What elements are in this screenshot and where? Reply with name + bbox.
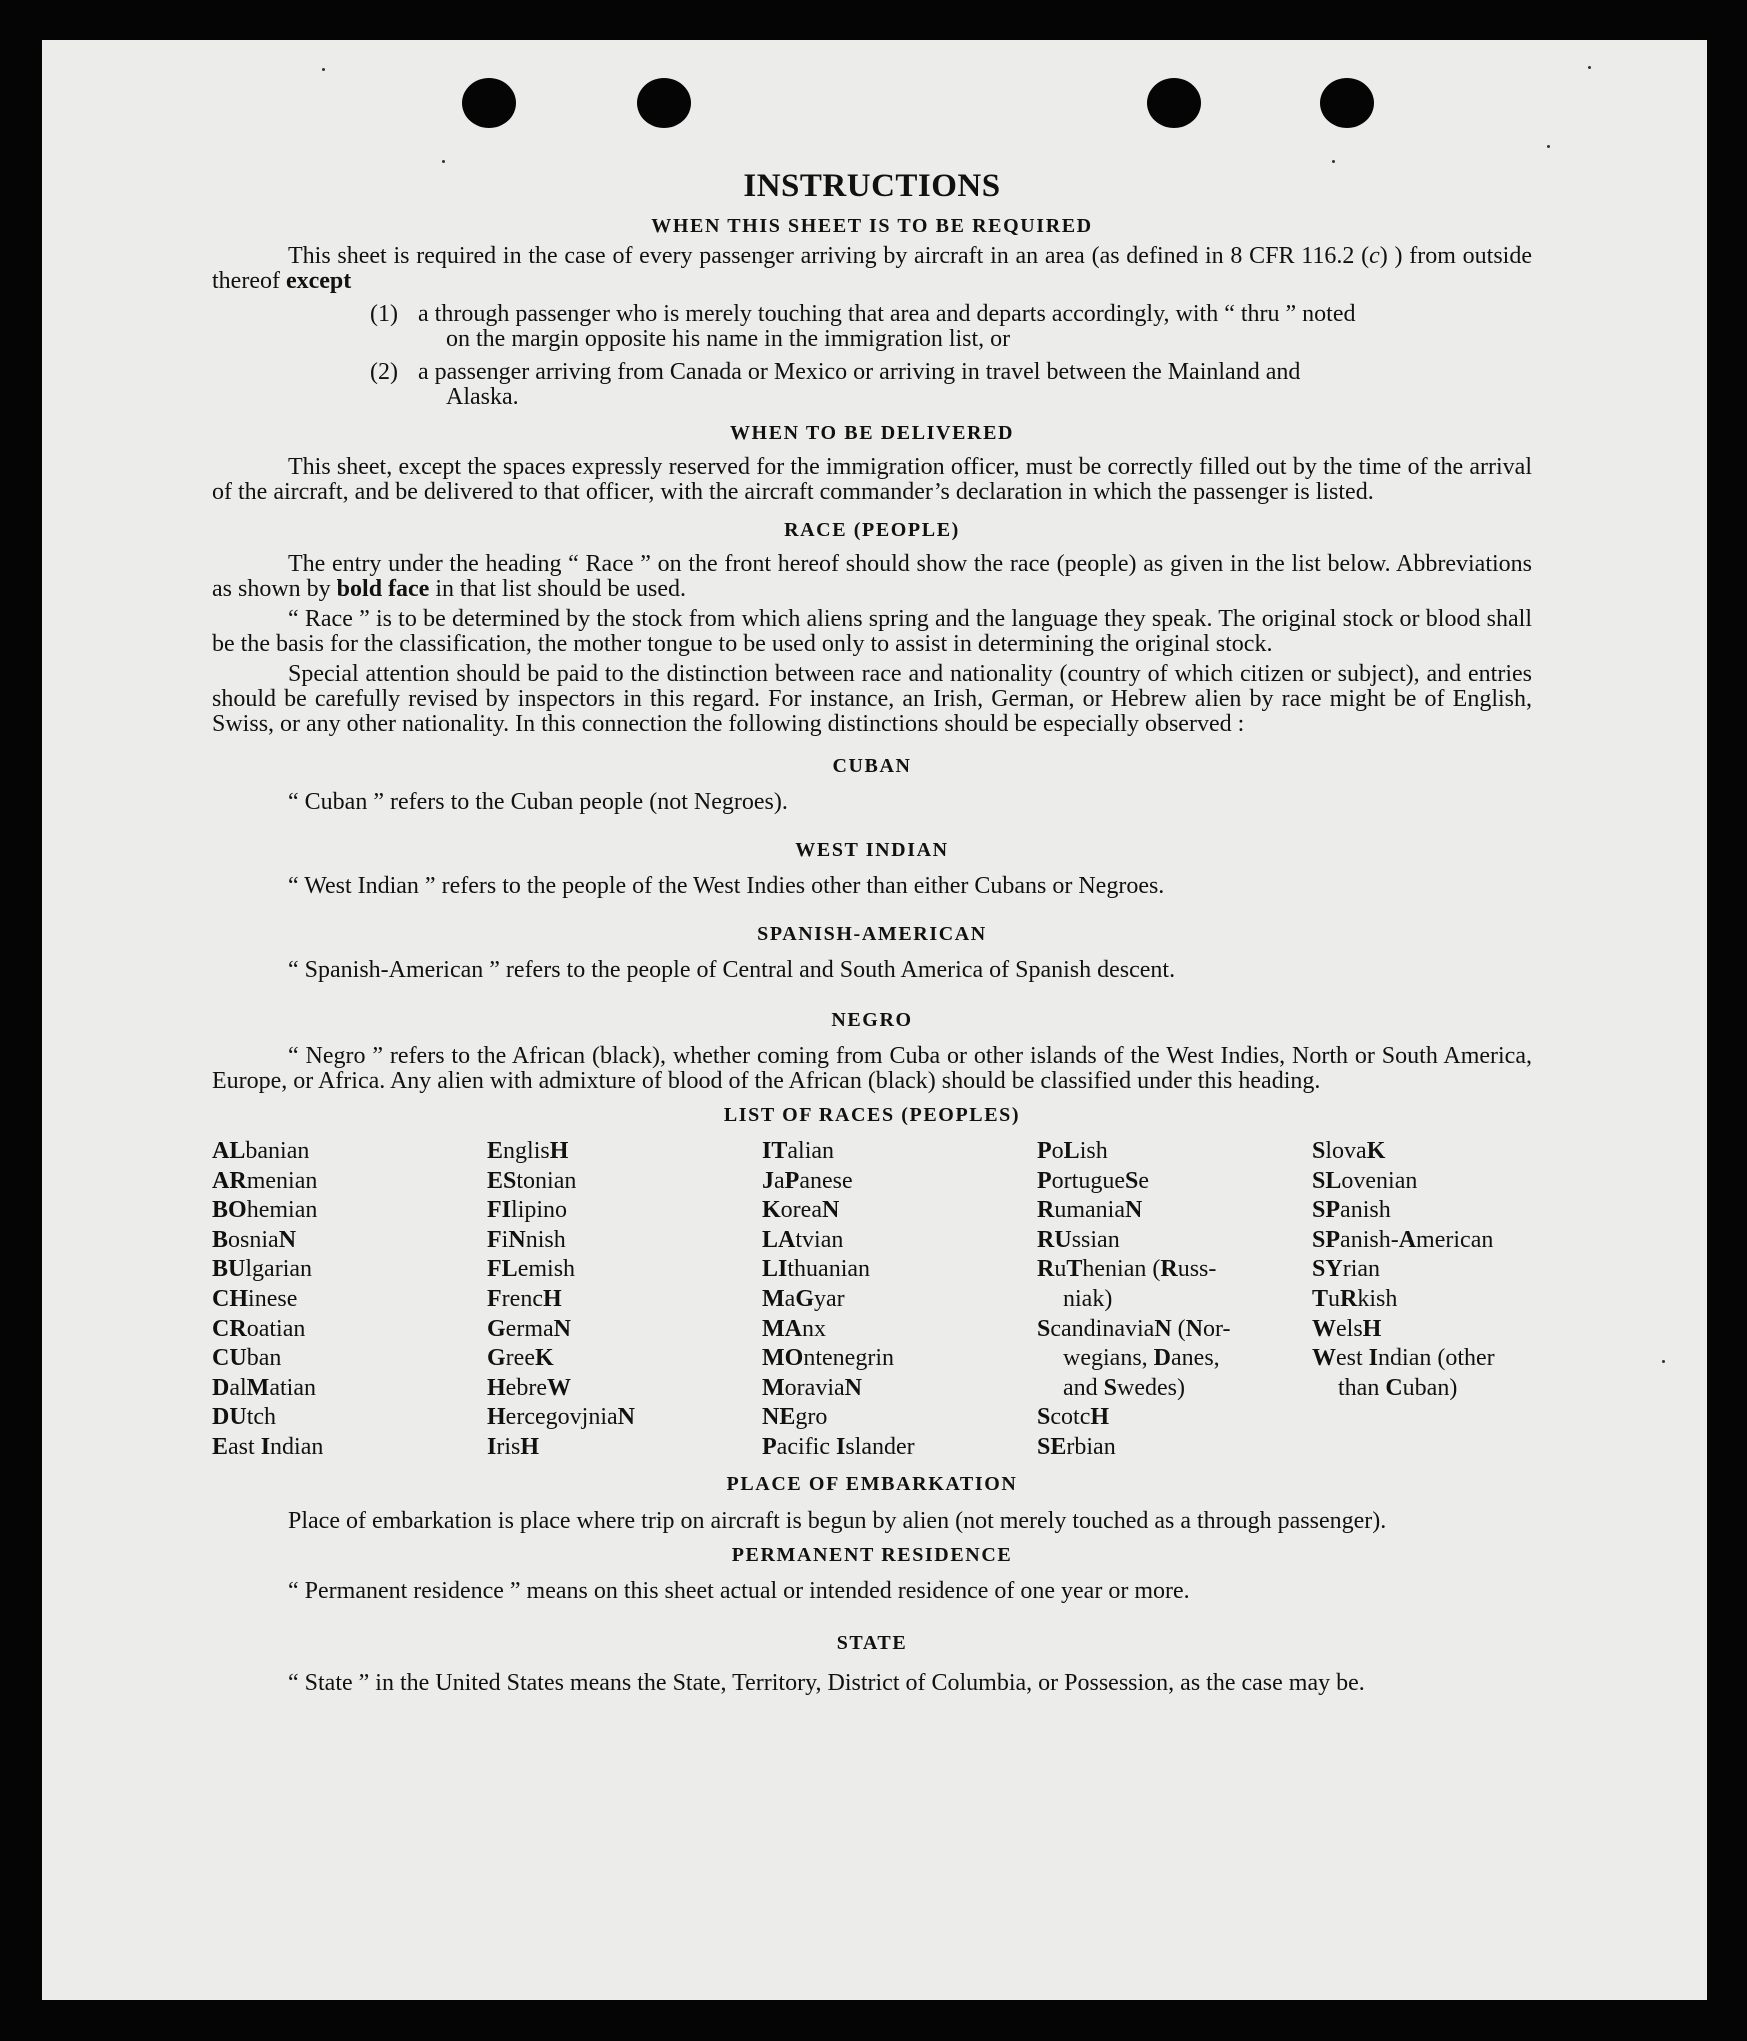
race-entry: wegians, Danes, xyxy=(1063,1345,1220,1372)
race-entry: West Indian (other xyxy=(1312,1345,1495,1372)
races-column xyxy=(1312,1137,1552,1463)
race-entry: HebreW xyxy=(487,1374,571,1401)
race-entry: PortugueSe xyxy=(1037,1167,1150,1194)
race-entry: ALbanian xyxy=(212,1138,310,1164)
race-entry: SlovaK xyxy=(1312,1138,1386,1164)
race-entry: EStonian xyxy=(487,1167,577,1194)
instructions-body xyxy=(212,168,1532,1699)
race-entry: SPanish xyxy=(1312,1197,1391,1224)
races-column xyxy=(212,1137,487,1463)
heading-negro: NEGRO xyxy=(831,1009,913,1031)
paragraph-when-required xyxy=(212,244,1532,294)
race-entry: ITalian xyxy=(762,1138,835,1164)
document-page xyxy=(42,40,1707,2000)
race-entry: DalMatian xyxy=(212,1374,316,1401)
race-entry: CRoatian xyxy=(212,1315,306,1342)
heading-when-delivered: WHEN TO BE DELIVERED xyxy=(729,422,1015,444)
race-entry: MoraviaN xyxy=(762,1374,862,1401)
race-entry: GermaN xyxy=(487,1315,571,1342)
races-column xyxy=(1037,1137,1312,1463)
race-entry: SPanish-American xyxy=(1312,1226,1494,1253)
race-entry: ARmenian xyxy=(212,1167,318,1194)
race-entry: LAtvian xyxy=(762,1226,844,1253)
item-line: Alaska. xyxy=(446,384,519,410)
race-entry: ScotcH xyxy=(1037,1404,1110,1431)
list-item xyxy=(212,302,1532,352)
list-item xyxy=(212,360,1532,410)
race-entry: JaPanese xyxy=(762,1167,853,1194)
paragraph-negro: “ Negro ” refers to the African (black), whether coming from Cuba or other islands of the West Indies, North or South America, Europe, or Africa. Any alien with admixture of blood of the African (black) should be classified under this heading. xyxy=(212,1043,1532,1094)
race-entry: FLemish xyxy=(487,1256,576,1283)
item-number: (1) xyxy=(370,301,398,327)
paragraph-embarkation: Place of embarkation is place where trip on aircraft is begun by alien (not merely touched as a through passenger). xyxy=(288,1507,1387,1534)
item-text xyxy=(418,360,1532,410)
heading-spanish-american: SPANISH-AMERICAN xyxy=(757,923,987,945)
race-entry: MOntenegrin xyxy=(762,1345,894,1372)
item-line: on the margin opposite his name in the immigration list, or xyxy=(446,326,1011,352)
speck xyxy=(1547,145,1550,148)
races-table xyxy=(212,1137,1532,1463)
race-entry: and Swedes) xyxy=(1063,1374,1186,1401)
speck xyxy=(442,160,445,163)
item-line: a through passenger who is merely touching that area and departs accordingly, with “ thru ” noted xyxy=(418,301,1356,327)
race-entry: RuThenian (Russ- xyxy=(1037,1256,1217,1283)
heading-race: RACE (PEOPLE) xyxy=(784,519,960,541)
heading-cuban: CUBAN xyxy=(832,755,912,777)
heading-when-required: WHEN THIS SHEET IS TO BE REQUIRED xyxy=(651,215,1093,237)
page-title: INSTRUCTIONS xyxy=(743,168,1001,204)
race-entry: than Cuban) xyxy=(1338,1374,1458,1401)
race-entry: ScandinaviaN (Nor- xyxy=(1037,1315,1231,1342)
heading-west-indian: WEST INDIAN xyxy=(795,839,949,861)
race-bold-face: bold face xyxy=(336,576,430,602)
paragraph-race-2: “ Race ” is to be determined by the stock from which aliens spring and the language they speak. The original stock or blood shall be the basis for the classification, the mother tongue to be used only to assist in determining the original stock. xyxy=(212,606,1532,657)
race-entry: PoLish xyxy=(1037,1138,1108,1164)
punch-hole xyxy=(462,78,516,128)
heading-permanent-residence: PERMANENT RESIDENCE xyxy=(731,1543,1013,1566)
race-entry: NEgro xyxy=(762,1404,828,1431)
paragraph-permanent-residence: “ Permanent residence ” means on this sheet actual or intended residence of one year or more. xyxy=(288,1577,1190,1604)
punch-hole xyxy=(637,78,691,128)
race-entry: niak) xyxy=(1063,1285,1113,1312)
paragraph-cuban: “ Cuban ” refers to the Cuban people (not Negroes). xyxy=(288,789,788,815)
race-entry: TuRkish xyxy=(1312,1285,1398,1312)
race-entry: SErbian xyxy=(1037,1433,1116,1460)
item-number: (2) xyxy=(370,359,398,385)
race-entry: BUlgarian xyxy=(212,1256,313,1283)
intro-c: c xyxy=(1369,243,1380,269)
race-entry: DUtch xyxy=(212,1404,277,1431)
race-entry: KoreaN xyxy=(762,1197,840,1224)
race-entry: BOhemian xyxy=(212,1197,318,1224)
race-entry: CHinese xyxy=(212,1285,298,1312)
paragraph-west-indian: “ West Indian ” refers to the people of the West Indies other than either Cubans or Negroes. xyxy=(288,873,1165,899)
item-line: a passenger arriving from Canada or Mexico or arriving in travel between the Mainland and xyxy=(418,359,1301,385)
race-entry: LIthuanian xyxy=(762,1256,871,1283)
race-text: The entry under the heading “ Race ” on the front hereof should show the race (people) as given in the list below. Abbreviations as shown by xyxy=(212,551,1532,602)
race-entry: HercegovjniaN xyxy=(487,1404,635,1431)
race-entry: FIlipino xyxy=(487,1197,568,1224)
races-column xyxy=(487,1137,762,1463)
race-entry: East Indian xyxy=(212,1433,324,1460)
race-entry: FiNnish xyxy=(487,1226,566,1253)
intro-text: This sheet is required in the case of every passenger arriving by aircraft in an area (as defined in 8 CFR 116.2 ( xyxy=(288,243,1370,269)
races-column xyxy=(762,1137,1037,1463)
speck xyxy=(1588,66,1591,69)
heading-state: STATE xyxy=(836,1631,908,1654)
paragraph-race-1 xyxy=(212,552,1532,602)
race-entry: IrisH xyxy=(487,1433,540,1460)
paragraph-when-delivered: This sheet, except the spaces expressly reserved for the immigration officer, must be correctly filled out by the time of the arrival of the aircraft, and be delivered to that officer, with the aircraft commander’s declaration in which the passenger is listed. xyxy=(212,454,1532,505)
race-entry: WelsH xyxy=(1312,1315,1382,1342)
race-entry: SLovenian xyxy=(1312,1167,1418,1194)
race-entry: EnglisH xyxy=(487,1138,569,1164)
race-entry: RumaniaN xyxy=(1037,1197,1143,1224)
speck xyxy=(1332,160,1335,163)
race-text: in that list should be used. xyxy=(435,576,686,602)
heading-embarkation: PLACE OF EMBARKATION xyxy=(726,1472,1018,1495)
paragraph-state: “ State ” in the United States means the State, Territory, District of Columbia, or Possession, as the case may be. xyxy=(288,1669,1365,1696)
speck xyxy=(1662,1360,1665,1363)
punch-hole xyxy=(1147,78,1201,128)
speck xyxy=(322,68,325,71)
race-entry: MaGyar xyxy=(762,1285,845,1312)
intro-after: ) ) from outside thereof xyxy=(212,243,1532,294)
race-entry: CUban xyxy=(212,1345,282,1372)
race-entry: MAnx xyxy=(762,1315,826,1342)
race-entry: FrencH xyxy=(487,1285,562,1312)
race-entry: GreeK xyxy=(487,1345,554,1372)
paragraph-race-3: Special attention should be paid to the distinction between race and nationality (country of which citizen or subject), and entries should be carefully revised by inspectors in this regard. For instance, an Irish, German, or Hebrew alien by race might be of English, Swiss, or any other nationality. In this connection the following distinctions should be especially observed : xyxy=(212,661,1532,737)
race-entry: Pacific Islander xyxy=(762,1433,915,1460)
race-entry: RUssian xyxy=(1037,1226,1120,1253)
punch-hole xyxy=(1320,78,1374,128)
intro-except: except xyxy=(285,268,352,294)
race-entry: BosniaN xyxy=(212,1226,297,1253)
race-entry: SYrian xyxy=(1312,1256,1381,1283)
heading-list-of-races: LIST OF RACES (PEOPLES) xyxy=(723,1104,1021,1126)
paragraph-spanish-american: “ Spanish-American ” refers to the people of Central and South America of Spanish descent. xyxy=(288,957,1176,983)
item-text xyxy=(418,302,1532,352)
